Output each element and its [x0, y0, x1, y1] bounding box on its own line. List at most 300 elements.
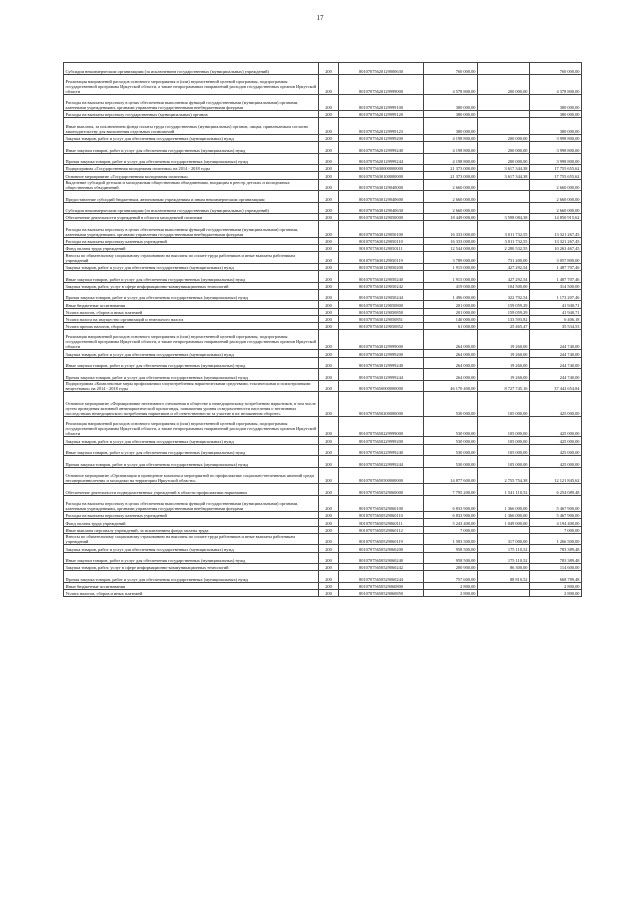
- classification-code-cell: 80107075630129040630: [339, 202, 424, 214]
- executed-amount-cell: 3 617 344,38: [478, 165, 530, 172]
- admin-code-cell: 200: [319, 484, 339, 496]
- row-name-cell: Иные закупки товаров, работ и услуг для обеспечения государственных (муниципальных) нужд: [64, 141, 319, 153]
- remaining-amount-cell: 13 321 267,45: [530, 221, 582, 237]
- executed-amount-cell: 317 000,00: [478, 533, 530, 545]
- table-row: [64, 582, 582, 589]
- approved-amount-cell: 419 000,00: [424, 282, 478, 289]
- admin-code-cell: 200: [319, 564, 339, 571]
- remaining-amount-cell: 2 800,00: [530, 582, 582, 589]
- classification-code-cell: 80107075630129050851: [339, 315, 424, 322]
- admin-code-cell: 200: [319, 315, 339, 322]
- classification-code-cell: 80107075650229999244: [339, 456, 424, 468]
- remaining-amount-cell: 114 600,00: [530, 564, 582, 571]
- table-row: [64, 315, 582, 322]
- approved-amount-cell: 264 000,00: [424, 330, 478, 350]
- classification-code-cell: 80107075630129999244: [339, 369, 424, 381]
- admin-code-cell: 200: [319, 289, 339, 301]
- row-name-cell: Подпрограмма «Государственная молодежная политика» на 2014 - 2018 годы: [64, 165, 319, 172]
- admin-code-cell: 200: [319, 245, 339, 252]
- remaining-amount-cell: 244 740,00: [530, 357, 582, 369]
- row-name-cell: Расходы на выплаты персоналу казенных учреждений: [64, 512, 319, 519]
- remaining-amount-cell: 668 789,48: [530, 571, 582, 583]
- admin-code-cell: 200: [319, 330, 339, 350]
- table-row: [64, 271, 582, 283]
- table-row: [64, 444, 582, 456]
- approved-amount-cell: 21 373 000,00: [424, 165, 478, 172]
- admin-code-cell: 200: [319, 357, 339, 369]
- table-row: [64, 590, 582, 597]
- classification-code-cell: 80107075630129050111: [339, 245, 424, 252]
- executed-amount-cell: [478, 590, 530, 597]
- admin-code-cell: 200: [319, 165, 339, 172]
- table-row: [64, 263, 582, 270]
- admin-code-cell: 200: [319, 369, 339, 381]
- row-name-cell: Субсидии некоммерческим организациям (за исключением государственных (муниципальных) учреждений): [64, 202, 319, 214]
- remaining-amount-cell: 2 660 000,00: [530, 191, 582, 203]
- executed-amount-cell: 105 000,00: [478, 437, 530, 444]
- executed-amount-cell: 427 292,54: [478, 263, 530, 270]
- admin-code-cell: 200: [319, 571, 339, 583]
- admin-code-cell: 200: [319, 301, 339, 308]
- table-row: [64, 322, 582, 329]
- table-row: [64, 369, 582, 381]
- approved-amount-cell: 1 915 000,00: [424, 271, 478, 283]
- admin-code-cell: 200: [319, 495, 339, 511]
- table-row: [64, 111, 582, 118]
- row-name-cell: Закупка товаров, работ, услуг в сфере информационно-коммуникационных технологий: [64, 282, 319, 289]
- classification-code-cell: 80107075620129999000: [339, 74, 424, 94]
- row-name-cell: Основное мероприятие «Формирование негативного отношения в обществе к немедицинскому потреблению наркотиков, в том числе путем проведения активной антинаркотической пропаганды, повышения уровня осведомленности населения о негативных последствиях немедицинского потребления наркотиков и об ответственности за участие в их незаконном обороте»: [64, 392, 319, 417]
- classification-code-cell: 80107075650529060850: [339, 590, 424, 597]
- classification-code-cell: 80107075630129050100: [339, 221, 424, 237]
- admin-code-cell: 200: [319, 322, 339, 329]
- row-name-cell: Иные выплаты, за исключением фонда оплаты труда государственных (муниципальных) органов, лицам, привлекаемым согласно законодательству для выполнения отдельных полномочий: [64, 118, 319, 134]
- row-name-cell: Иные закупки товаров, работ и услуг для обеспечения государственных (муниципальных) нужд: [64, 271, 319, 283]
- admin-code-cell: 200: [319, 545, 339, 552]
- executed-amount-cell: 8 727 745,16: [478, 380, 530, 392]
- classification-code-cell: 80107075620129999100: [339, 94, 424, 110]
- admin-code-cell: 200: [319, 94, 339, 110]
- admin-code-cell: 200: [319, 444, 339, 456]
- row-name-cell: Уплата налога на имущество организаций и земельного налога: [64, 315, 319, 322]
- admin-code-cell: 200: [319, 271, 339, 283]
- row-name-cell: Закупка товаров, работ и услуг для обеспечения государственных (муниципальных) нужд: [64, 437, 319, 444]
- remaining-amount-cell: 244 740,00: [530, 350, 582, 357]
- classification-code-cell: 80107075620129999244: [339, 153, 424, 165]
- classification-code-cell: 80107075630000000000: [339, 165, 424, 172]
- executed-amount-cell: 175 110,52: [478, 552, 530, 564]
- executed-amount-cell: 322 792,54: [478, 289, 530, 301]
- approved-amount-cell: 757 600,00: [424, 571, 478, 583]
- approved-amount-cell: 4 198 800,00: [424, 141, 478, 153]
- executed-amount-cell: 105 000,00: [478, 417, 530, 437]
- page-number: 17: [316, 14, 324, 22]
- executed-amount-cell: 105 000,00: [478, 444, 530, 456]
- approved-amount-cell: 200 900,00: [424, 564, 478, 571]
- classification-code-cell: 80107075650000000000: [339, 380, 424, 392]
- row-name-cell: Расходы на выплаты персоналу в целях обеспечения выполнения функций государственными (муниципальными) органами, казенными учреждениями, органами управления государственными внебюджетными фондами: [64, 495, 319, 511]
- remaining-amount-cell: 17 755 655,62: [530, 165, 582, 172]
- remaining-amount-cell: 2 660 000,00: [530, 179, 582, 191]
- classification-code-cell: 80107075630129999240: [339, 357, 424, 369]
- row-name-cell: Закупка товаров, работ и услуг для обеспечения государственных (муниципальных) нужд: [64, 134, 319, 141]
- approved-amount-cell: 18 449 000,00: [424, 214, 478, 221]
- executed-amount-cell: 2 280 532,55: [478, 245, 530, 252]
- approved-amount-cell: 6 833 900,00: [424, 512, 478, 519]
- admin-code-cell: 200: [319, 350, 339, 357]
- admin-code-cell: 200: [319, 237, 339, 244]
- approved-amount-cell: 530 000,00: [424, 456, 478, 468]
- classification-code-cell: 80107075620129999200: [339, 134, 424, 141]
- remaining-amount-cell: 4 194 400,00: [530, 519, 582, 526]
- executed-amount-cell: 731 200,00: [478, 252, 530, 264]
- table-row: [64, 308, 582, 315]
- executed-amount-cell: [478, 111, 530, 118]
- classification-code-cell: 80107075650229999240: [339, 444, 424, 456]
- classification-code-cell: 80107075630129050852: [339, 322, 424, 329]
- executed-amount-cell: [478, 94, 530, 110]
- row-name-cell: Закупка товаров, работ, услуг в сфере информационно-коммуникационных технологий: [64, 564, 319, 571]
- admin-code-cell: 200: [319, 191, 339, 203]
- classification-code-cell: 80107075650529060240: [339, 552, 424, 564]
- remaining-amount-cell: 5 467 900,00: [530, 512, 582, 519]
- table-row: [64, 467, 582, 483]
- budget-table: [63, 62, 582, 597]
- approved-amount-cell: 6 833 900,00: [424, 495, 478, 511]
- row-name-cell: Субсидии некоммерческим организациям (за исключением государственных (муниципальных) учреждений): [64, 63, 319, 75]
- row-name-cell: Расходы на выплаты персоналу в целях обеспечения выполнения функций государственными (муниципальными) органами, казенными учреждениями, органами управления государственными внебюджетными фондами: [64, 221, 319, 237]
- approved-amount-cell: 201 000,00: [424, 308, 478, 315]
- remaining-amount-cell: 7 000,00: [530, 526, 582, 533]
- table-row: [64, 94, 582, 110]
- remaining-amount-cell: 1 173 207,46: [530, 289, 582, 301]
- table-row: [64, 141, 582, 153]
- admin-code-cell: 200: [319, 417, 339, 437]
- approved-amount-cell: 4 198 800,00: [424, 153, 478, 165]
- row-name-cell: Уплата налогов, сборов и иных платежей: [64, 590, 319, 597]
- table-row: [64, 484, 582, 496]
- table-row: [64, 179, 582, 191]
- approved-amount-cell: 3 789 000,00: [424, 252, 478, 264]
- executed-amount-cell: 86 300,00: [478, 564, 530, 571]
- admin-code-cell: 200: [319, 456, 339, 468]
- row-name-cell: Расходы на выплаты персоналу казенных учреждений: [64, 237, 319, 244]
- table-row: [64, 519, 582, 526]
- remaining-amount-cell: 244 740,00: [530, 330, 582, 350]
- approved-amount-cell: 530 000,00: [424, 444, 478, 456]
- approved-amount-cell: 16 333 000,00: [424, 237, 478, 244]
- table-row: [64, 512, 582, 519]
- remaining-amount-cell: 425 000,00: [530, 437, 582, 444]
- row-name-cell: Расходы на выплаты персоналу государственных (муниципальных) органов: [64, 111, 319, 118]
- admin-code-cell: 200: [319, 526, 339, 533]
- approved-amount-cell: 2 800,00: [424, 582, 478, 589]
- executed-amount-cell: 200 000,00: [478, 134, 530, 141]
- row-name-cell: Реализация направлений расходов основного мероприятия и (или) ведомственной целевой программы, подпрограммы государственной программы Иркутской области, а также непрограммных направлений расходов государственных органов Иркутской области: [64, 417, 319, 437]
- approved-amount-cell: 2 800,00: [424, 590, 478, 597]
- approved-amount-cell: 264 000,00: [424, 369, 478, 381]
- approved-amount-cell: 21 373 000,00: [424, 172, 478, 179]
- executed-amount-cell: [478, 179, 530, 191]
- remaining-amount-cell: 3 998 800,00: [530, 153, 582, 165]
- executed-amount-cell: 3 617 344,38: [478, 172, 530, 179]
- table-row: [64, 437, 582, 444]
- classification-code-cell: 80107075620129000630: [339, 63, 424, 75]
- row-name-cell: Подпрограмма «Комплексные меры профилактики злоупотребления наркотическими средствами, токсическими и психотропными веществами» на 2014 - 2018 годы: [64, 380, 319, 392]
- admin-code-cell: 200: [319, 202, 339, 214]
- executed-amount-cell: 88 810,52: [478, 571, 530, 583]
- table-row: [64, 417, 582, 437]
- approved-amount-cell: 530 000,00: [424, 392, 478, 417]
- remaining-amount-cell: 41 940,71: [530, 301, 582, 308]
- approved-amount-cell: 760 000,00: [424, 63, 478, 75]
- classification-code-cell: 80107075630129050800: [339, 301, 424, 308]
- remaining-amount-cell: 1 487 707,46: [530, 263, 582, 270]
- row-name-cell: Закупка товаров, работ и услуг для обеспечения государственных (муниципальных) нужд: [64, 545, 319, 552]
- classification-code-cell: 80107075650529060200: [339, 545, 424, 552]
- classification-code-cell: 80107075630129050000: [339, 214, 424, 221]
- remaining-amount-cell: 6 406,18: [530, 315, 582, 322]
- row-name-cell: Иные закупки товаров, работ и услуг для обеспечения государственных (муниципальных) нужд: [64, 552, 319, 564]
- admin-code-cell: 200: [319, 263, 339, 270]
- classification-code-cell: 80107075650529060000: [339, 484, 424, 496]
- classification-code-cell: 80107075650200000000: [339, 392, 424, 417]
- budget-table-body: [64, 63, 582, 597]
- table-row: [64, 118, 582, 134]
- row-name-cell: Фонд оплаты труда учреждений: [64, 519, 319, 526]
- executed-amount-cell: 2 755 754,38: [478, 467, 530, 483]
- remaining-amount-cell: 41 940,71: [530, 308, 582, 315]
- remaining-amount-cell: 10 263 467,45: [530, 245, 582, 252]
- row-name-cell: Иные выплаты персоналу учреждений, за исключением фонда оплаты труда: [64, 526, 319, 533]
- classification-code-cell: 80107075630129050240: [339, 271, 424, 283]
- remaining-amount-cell: 12 121 845,62: [530, 467, 582, 483]
- executed-amount-cell: 159 059,29: [478, 301, 530, 308]
- executed-amount-cell: 105 000,00: [478, 456, 530, 468]
- table-row: [64, 237, 582, 244]
- admin-code-cell: 200: [319, 214, 339, 221]
- table-row: [64, 221, 582, 237]
- admin-code-cell: 200: [319, 519, 339, 526]
- remaining-amount-cell: 3 057 800,00: [530, 252, 582, 264]
- approved-amount-cell: 1 583 500,00: [424, 533, 478, 545]
- table-row: [64, 350, 582, 357]
- table-row: [64, 172, 582, 179]
- approved-amount-cell: 1 915 000,00: [424, 263, 478, 270]
- row-name-cell: Основное мероприятие «Государственная молодежная политика»: [64, 172, 319, 179]
- table-row: [64, 456, 582, 468]
- classification-code-cell: 80107075630129050244: [339, 289, 424, 301]
- row-name-cell: Иные бюджетные ассигнования: [64, 582, 319, 589]
- approved-amount-cell: 264 000,00: [424, 357, 478, 369]
- row-name-cell: Обеспечение деятельности учреждений в области молодежной политики: [64, 214, 319, 221]
- admin-code-cell: 200: [319, 172, 339, 179]
- executed-amount-cell: 200 000,00: [478, 141, 530, 153]
- row-name-cell: Прочая закупка товаров, работ и услуг для обеспечения государственных (муниципальных) нужд: [64, 153, 319, 165]
- row-name-cell: Прочая закупка товаров, работ и услуг для обеспечения государственных (муниципальных) нужд: [64, 571, 319, 583]
- classification-code-cell: 80107075620129999123: [339, 118, 424, 134]
- row-name-cell: Иные закупки товаров, работ и услуг для обеспечения государственных (муниципальных) нужд: [64, 357, 319, 369]
- executed-amount-cell: 427 292,54: [478, 271, 530, 283]
- row-name-cell: Уплата прочих налогов, сборов: [64, 322, 319, 329]
- classification-code-cell: 80107075650529060112: [339, 526, 424, 533]
- approved-amount-cell: 2 660 000,00: [424, 191, 478, 203]
- table-row: [64, 392, 582, 417]
- row-name-cell: Основное мероприятие «Организация и проведение комплекса мероприятий по профилактике социально-негативных явлений среди несовершеннолетних и молодежи на территории Иркутской области»: [64, 467, 319, 483]
- admin-code-cell: 200: [319, 467, 339, 483]
- classification-code-cell: 80107075630129040000: [339, 179, 424, 191]
- executed-amount-cell: 19 260,00: [478, 350, 530, 357]
- approved-amount-cell: 4 198 800,00: [424, 134, 478, 141]
- row-name-cell: Обеспечение деятельности подведомственных учреждений в области профилактики наркомании: [64, 484, 319, 496]
- executed-amount-cell: [478, 202, 530, 214]
- admin-code-cell: 200: [319, 252, 339, 264]
- remaining-amount-cell: 13 321 267,45: [530, 237, 582, 244]
- approved-amount-cell: 1 496 000,00: [424, 289, 478, 301]
- table-row: [64, 74, 582, 94]
- table-row: [64, 282, 582, 289]
- admin-code-cell: 200: [319, 153, 339, 165]
- admin-code-cell: 200: [319, 392, 339, 417]
- admin-code-cell: 200: [319, 111, 339, 118]
- admin-code-cell: 200: [319, 74, 339, 94]
- admin-code-cell: 200: [319, 512, 339, 519]
- admin-code-cell: 200: [319, 134, 339, 141]
- approved-amount-cell: 5 243 400,00: [424, 519, 478, 526]
- classification-code-cell: 80107075650529060242: [339, 564, 424, 571]
- executed-amount-cell: [478, 63, 530, 75]
- remaining-amount-cell: 314 500,00: [530, 282, 582, 289]
- approved-amount-cell: 2 660 000,00: [424, 202, 478, 214]
- approved-amount-cell: 140 000,00: [424, 315, 478, 322]
- classification-code-cell: 80107075630100000000: [339, 172, 424, 179]
- row-name-cell: Предоставление субсидий бюджетным, автономным учреждениям и иным некоммерческим организациям: [64, 191, 319, 203]
- executed-amount-cell: 19 260,00: [478, 330, 530, 350]
- admin-code-cell: 200: [319, 141, 339, 153]
- table-row: [64, 153, 582, 165]
- classification-code-cell: 80107075650229999200: [339, 437, 424, 444]
- remaining-amount-cell: 6 254 089,48: [530, 484, 582, 496]
- executed-amount-cell: 3 011 732,55: [478, 221, 530, 237]
- table-row: [64, 191, 582, 203]
- remaining-amount-cell: 1 266 500,00: [530, 533, 582, 545]
- remaining-amount-cell: 380 000,00: [530, 94, 582, 110]
- table-row: [64, 134, 582, 141]
- classification-code-cell: 80107075650500000000: [339, 467, 424, 483]
- table-row: [64, 533, 582, 545]
- row-name-cell: Реализация направлений расходов основного мероприятия и (или) ведомственной целевой программы, подпрограммы государственной программы Иркутской области, а также непрограммных направлений расходов государственных органов Иркутской области: [64, 330, 319, 350]
- approved-amount-cell: 4 578 800,00: [424, 74, 478, 94]
- executed-amount-cell: [478, 582, 530, 589]
- table-row: [64, 526, 582, 533]
- approved-amount-cell: 380 000,00: [424, 94, 478, 110]
- executed-amount-cell: 3 011 732,55: [478, 237, 530, 244]
- approved-amount-cell: 958 500,00: [424, 545, 478, 552]
- remaining-amount-cell: 4 378 800,00: [530, 74, 582, 94]
- table-row: [64, 252, 582, 264]
- admin-code-cell: 200: [319, 437, 339, 444]
- admin-code-cell: 200: [319, 590, 339, 597]
- remaining-amount-cell: 5 467 900,00: [530, 495, 582, 511]
- executed-amount-cell: 19 260,00: [478, 369, 530, 381]
- classification-code-cell: 80107075630129999200: [339, 350, 424, 357]
- remaining-amount-cell: 380 000,00: [530, 118, 582, 134]
- remaining-amount-cell: 3 998 800,00: [530, 134, 582, 141]
- classification-code-cell: 80107075650529060244: [339, 571, 424, 583]
- executed-amount-cell: 200 000,00: [478, 153, 530, 165]
- approved-amount-cell: 46 170 400,00: [424, 380, 478, 392]
- remaining-amount-cell: 37 442 654,84: [530, 380, 582, 392]
- table-row: [64, 214, 582, 221]
- remaining-amount-cell: 2 800,00: [530, 590, 582, 597]
- row-name-cell: Взносы по обязательному социальному страхованию на выплаты по оплате труда работников и иные выплаты работникам учреждений: [64, 252, 319, 264]
- table-row: [64, 330, 582, 350]
- classification-code-cell: 80107075650529060110: [339, 512, 424, 519]
- approved-amount-cell: 380 000,00: [424, 111, 478, 118]
- executed-amount-cell: 1 541 110,52: [478, 484, 530, 496]
- executed-amount-cell: 133 593,82: [478, 315, 530, 322]
- approved-amount-cell: 530 000,00: [424, 417, 478, 437]
- classification-code-cell: 80107075650529060800: [339, 582, 424, 589]
- executed-amount-cell: 200 000,00: [478, 74, 530, 94]
- table-row: [64, 495, 582, 511]
- executed-amount-cell: [478, 191, 530, 203]
- admin-code-cell: 200: [319, 533, 339, 545]
- remaining-amount-cell: 425 000,00: [530, 456, 582, 468]
- row-name-cell: Прочая закупка товаров, работ и услуг для обеспечения государственных (муниципальных) нужд: [64, 369, 319, 381]
- remaining-amount-cell: 2 660 000,00: [530, 202, 582, 214]
- table-row: [64, 552, 582, 564]
- row-name-cell: Фонд оплаты труда учреждений: [64, 245, 319, 252]
- row-name-cell: Выделение субсидий детским и молодежным общественным объединениям, входящим в реестр детских и молодежных общественных объединений: [64, 179, 319, 191]
- table-row: [64, 289, 582, 301]
- row-name-cell: Иные закупки товаров, работ и услуг для обеспечения государственных (муниципальных) нужд: [64, 444, 319, 456]
- executed-amount-cell: 1 049 000,00: [478, 519, 530, 526]
- executed-amount-cell: 3 598 084,38: [478, 214, 530, 221]
- remaining-amount-cell: 244 740,00: [530, 369, 582, 381]
- admin-code-cell: 200: [319, 118, 339, 134]
- approved-amount-cell: 201 000,00: [424, 301, 478, 308]
- admin-code-cell: 200: [319, 179, 339, 191]
- classification-code-cell: 80107075620129999120: [339, 111, 424, 118]
- remaining-amount-cell: 425 000,00: [530, 417, 582, 437]
- remaining-amount-cell: 425 000,00: [530, 444, 582, 456]
- row-name-cell: Закупка товаров, работ и услуг для обеспечения государственных (муниципальных) нужд: [64, 263, 319, 270]
- classification-code-cell: 80107075630129050119: [339, 252, 424, 264]
- executed-amount-cell: 159 059,29: [478, 308, 530, 315]
- classification-code-cell: 80107075630129050242: [339, 282, 424, 289]
- executed-amount-cell: 104 500,00: [478, 282, 530, 289]
- approved-amount-cell: 7 000,00: [424, 526, 478, 533]
- remaining-amount-cell: 425 000,00: [530, 392, 582, 417]
- classification-code-cell: 80107075630129050110: [339, 237, 424, 244]
- executed-amount-cell: 1 366 000,00: [478, 495, 530, 511]
- admin-code-cell: 200: [319, 552, 339, 564]
- approved-amount-cell: 61 000,00: [424, 322, 478, 329]
- remaining-amount-cell: 14 850 915,62: [530, 214, 582, 221]
- remaining-amount-cell: 783 389,48: [530, 552, 582, 564]
- approved-amount-cell: 2 660 000,00: [424, 179, 478, 191]
- admin-code-cell: 200: [319, 63, 339, 75]
- executed-amount-cell: [478, 118, 530, 134]
- approved-amount-cell: 7 795 200,00: [424, 484, 478, 496]
- approved-amount-cell: 14 877 600,00: [424, 467, 478, 483]
- table-row: [64, 245, 582, 252]
- row-name-cell: Реализация направлений расходов основного мероприятия и (или) ведомственной целевой программы, подпрограммы государственной программы Иркутской области, а также непрограммных направлений расходов государственных органов Иркутской области: [64, 74, 319, 94]
- remaining-amount-cell: 783 389,48: [530, 545, 582, 552]
- table-row: [64, 301, 582, 308]
- remaining-amount-cell: 3 998 800,00: [530, 141, 582, 153]
